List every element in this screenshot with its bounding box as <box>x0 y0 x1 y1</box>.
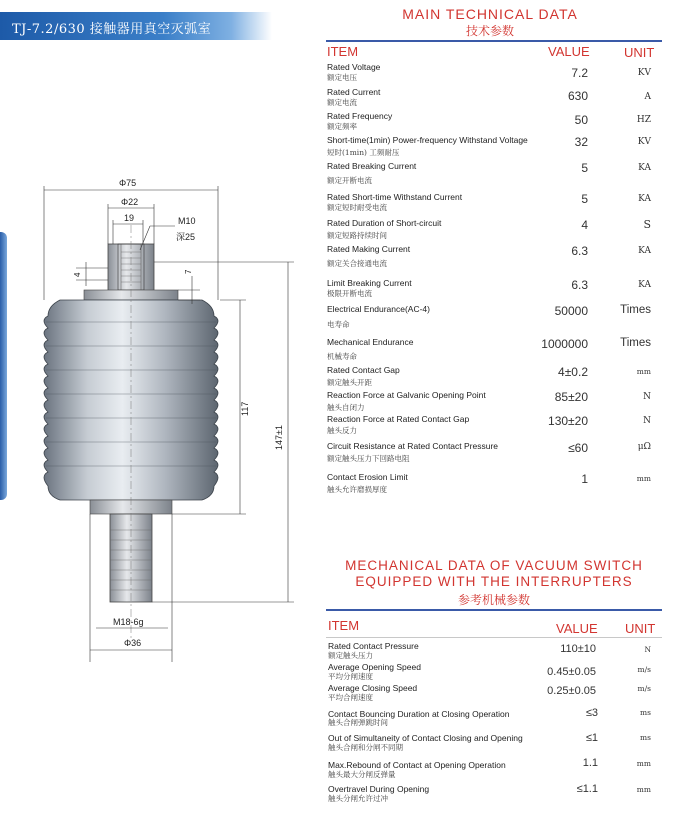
dim-depth25: 深25 <box>176 232 196 242</box>
mechanical-title-line2: EQUIPPED WITH THE INTERRUPTERS <box>355 574 633 589</box>
technical-rule <box>326 40 662 42</box>
table-row: Rated Current 额定电流 630 A <box>327 87 651 107</box>
technical-header-item: ITEM <box>327 44 359 59</box>
table-row: Out of Simultaneity of Contact Closing and Opening 触头合闸和分闸不同期 ≤1 ms <box>328 732 651 752</box>
table-row: Average Opening Speed 平均分闸速度 0.45±0.05 m/s <box>328 662 651 681</box>
table-row: Contact Bouncing Duration at Closing Operation 触头合闸弹跳时间 ≤3 ms <box>328 707 651 727</box>
mechanical-header-value: VALUE <box>556 621 598 636</box>
table-row: Rated Voltage 额定电压 7.2 KV <box>327 62 651 82</box>
technical-header-unit: UNIT <box>624 45 655 60</box>
table-row: Contact Erosion Limit 触头允许磨损厚度 1 mm <box>327 472 651 494</box>
table-row: Rated Contact Pressure 额定触头压力 110±10 N <box>328 641 651 660</box>
table-row: Rated Contact Gap 额定触头开距 4±0.2 mm <box>327 365 651 387</box>
table-row: Reaction Force at Galvanic Opening Point 触头自闭力 85±20 N <box>327 390 651 412</box>
dim-d75: Φ75 <box>119 178 137 188</box>
dim-147: 147±1 <box>274 425 284 450</box>
mechanical-header-underline <box>326 637 662 638</box>
mechanical-title-cn: 参考机械参数 <box>457 593 530 607</box>
table-row: Rated Breaking Current 额定开断电流 5 KA <box>327 161 651 185</box>
dim-7: 7 <box>184 269 193 274</box>
table-row: Rated Frequency 额定频率 50 HZ <box>327 111 651 131</box>
table-row: Electrical Endurance(AC-4) 电寿命 50000 Times <box>327 304 651 329</box>
dim-d22: Φ22 <box>121 197 139 207</box>
dim-d36: Φ36 <box>124 638 142 648</box>
mechanical-rule <box>326 609 662 611</box>
dim-19: 19 <box>124 213 135 223</box>
table-row: Rated Making Current 额定关合接通电流 6.3 KA <box>327 244 651 268</box>
table-row: Average Closing Speed 平均合闸速度 0.25±0.05 m/s <box>328 683 651 702</box>
table-row: Overtravel During Opening 触头分闸允许过冲 ≤1.1 mm <box>328 783 651 803</box>
dim-4: 4 <box>73 272 82 277</box>
mechanical-header-unit: UNIT <box>625 621 656 636</box>
table-row: Short-time(1min) Power-frequency Withstand Voltage 短时(1min) 工频耐压 32 KV <box>327 135 651 157</box>
technical-header-value: VALUE <box>548 44 590 59</box>
banner-title: TJ-7.2/630 接触器用真空灭弧室 <box>12 22 212 37</box>
dim-m18: M18-6g <box>113 617 144 627</box>
table-row: Rated Short-time Withstand Current 额定短时耐受电流 5 KA <box>327 192 651 212</box>
technical-title-cn: 技术参数 <box>465 24 514 38</box>
mechanical-header-item: ITEM <box>328 618 360 633</box>
table-row: Circuit Resistance at Rated Contact Pressure 额定触头压力下回路电阻 ≤60 μΩ <box>327 441 651 463</box>
table-row: Mechanical Endurance 机械寿命 1000000 Times <box>327 337 651 361</box>
dim-m10: M10 <box>178 216 196 226</box>
dim-117: 117 <box>240 401 250 416</box>
table-row: Max.Rebound of Contact at Opening Operation 触头最大分闸反弹量 1.1 mm <box>328 757 651 779</box>
table-row: Limit Breaking Current 极限开断电流 6.3 KA <box>327 278 651 298</box>
table-row: Reaction Force at Rated Contact Gap 触头反力 130±20 N <box>327 414 651 435</box>
technical-title: MAIN TECHNICAL DATA <box>402 6 578 22</box>
table-row: Rated Duration of Short-circuit 额定短路持续时间 4 S <box>327 218 651 240</box>
mechanical-title-line1: MECHANICAL DATA OF VACUUM SWITCH <box>345 558 643 573</box>
